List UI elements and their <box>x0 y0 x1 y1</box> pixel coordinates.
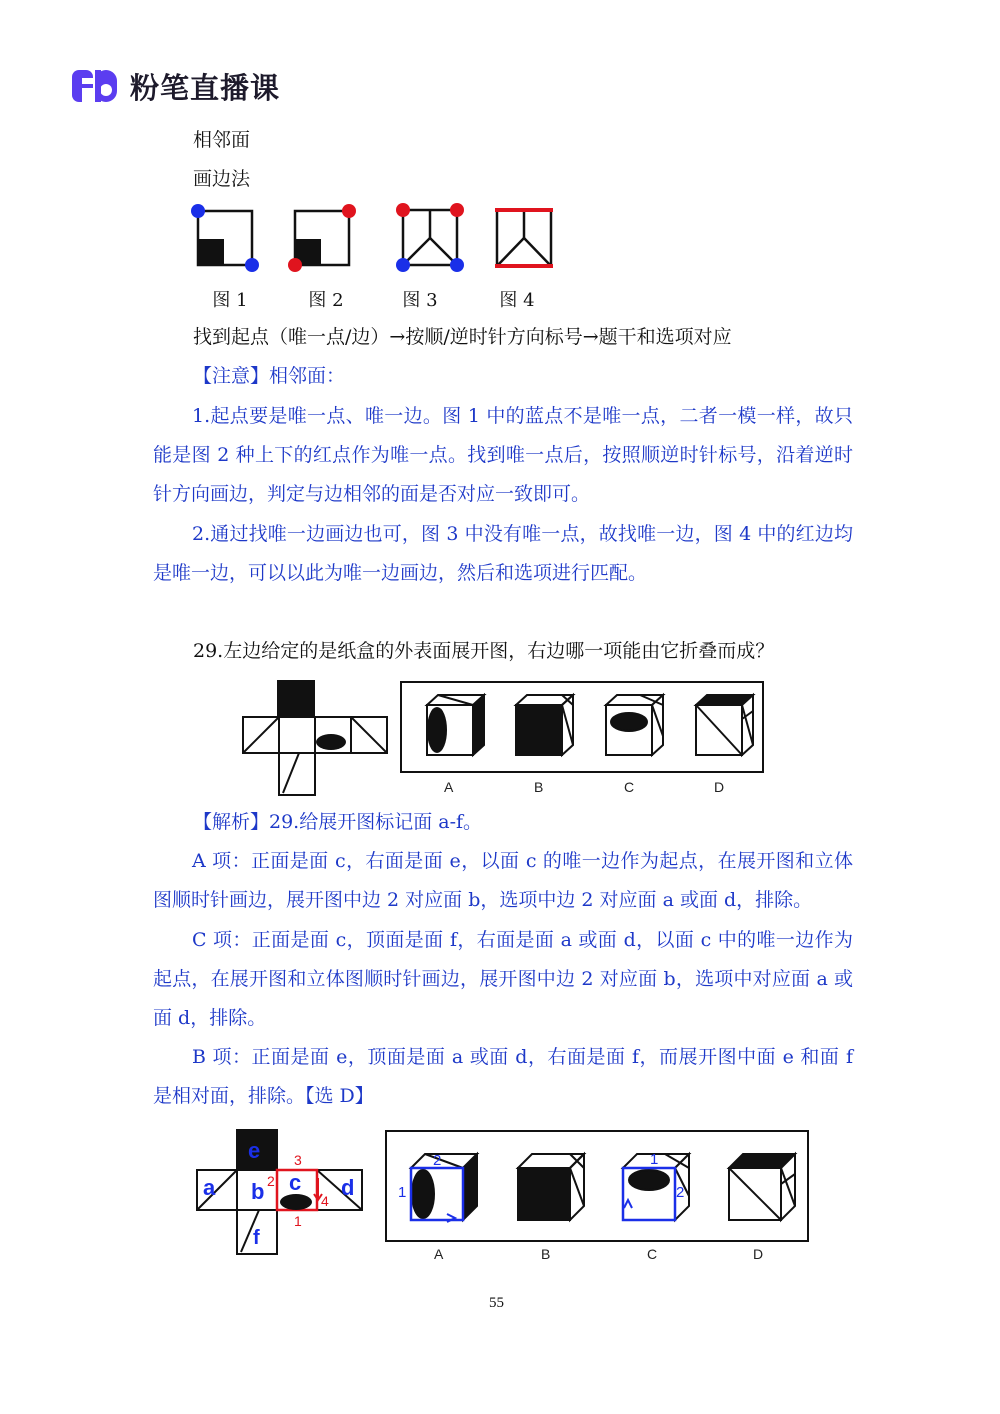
answer-option-b-label: B <box>541 1246 551 1262</box>
question-options-figure <box>400 681 765 801</box>
edge-number-2: 2 <box>267 1173 275 1189</box>
question-net-figure <box>242 680 388 796</box>
net-label-a: a <box>203 1175 216 1200</box>
answer-options-figure <box>385 1130 810 1265</box>
option-d-cube <box>696 695 753 755</box>
analysis-c-item: C 项：正面是面 c，顶面是面 f，右面是面 a 或面 d，以面 c 中的唯一边作为起点，在展开图和立体图顺时针画边，展开图中边 2 对应面 b，选项中对应面 a 或面 d，排除。 <box>153 929 853 1029</box>
figure-1-label: 图 1 <box>212 290 248 311</box>
answer-a-edge-1: 1 <box>398 1184 407 1201</box>
note-paragraph-2: 2.通过找唯一边画边也可，图 3 中没有唯一点，故找唯一边，图 4 中的红边均是唯一边，可以以此为唯一边画边，然后和选项进行匹配。 <box>153 523 853 584</box>
edge-method-figures <box>185 198 565 280</box>
figure-1 <box>191 204 259 272</box>
analysis-head: 【解析】29.给展开图标记面 a-f。 <box>193 811 483 833</box>
answer-c-edge-2: 2 <box>676 1184 685 1201</box>
red-dot-icon <box>396 203 410 217</box>
answer-option-c-label: C <box>647 1246 658 1262</box>
method-steps: 找到起点（唯一点/边）→按顺/逆时针方向标号→题干和选项对应 <box>193 326 732 348</box>
net-label-d: d <box>341 1175 355 1200</box>
page-number: 55 <box>489 1295 504 1311</box>
option-b-label: B <box>534 779 544 795</box>
note-paragraph-1: 1.起点要是唯一点、唯一边。图 1 中的蓝点不是唯一点，二者一模一样，故只能是图 2 种上下的红点作为唯一点。找到唯一点后，按照顺逆时针标号，沿着逆时针方向画边，判定与边相邻的面是否对应一致即可。 <box>153 405 853 505</box>
answer-option-d-cube <box>729 1154 795 1220</box>
option-c-label: C <box>624 779 635 795</box>
edge-number-1: 1 <box>294 1213 302 1229</box>
answer-option-a-cube <box>411 1154 477 1220</box>
section-title-edge-method: 画边法 <box>193 168 251 190</box>
figure-3 <box>396 203 464 272</box>
option-c-cube <box>606 695 663 755</box>
note-title: 【注意】相邻面： <box>193 365 346 387</box>
analysis-a-item: A 项：正面是面 c，右面是面 e，以面 c 的唯一边作为起点，在展开图和立体图顺时针画边，展开图中边 2 对应面 b，选项中边 2 对应面 a 或面 d，排除。 <box>153 850 853 911</box>
answer-a-edge-2: 2 <box>433 1152 442 1169</box>
figure-3-label: 图 3 <box>402 290 438 311</box>
red-dot-icon <box>450 203 464 217</box>
figure-2-label: 图 2 <box>308 290 344 311</box>
option-a-label: A <box>444 779 454 795</box>
fb-logo-icon <box>70 66 120 106</box>
edge-number-4: 4 <box>321 1193 329 1209</box>
net-label-f: f <box>253 1227 260 1249</box>
logo-text: 粉笔直播课 <box>130 70 281 105</box>
blue-dot-icon <box>396 258 410 272</box>
option-b-cube <box>516 695 573 755</box>
answer-c-edge-1: 1 <box>650 1151 659 1168</box>
blue-dot-icon <box>450 258 464 272</box>
section-title-adjacent-faces: 相邻面 <box>193 129 251 151</box>
edge-number-3: 3 <box>294 1152 302 1168</box>
answer-option-b-cube <box>518 1154 584 1220</box>
option-d-label: D <box>714 779 725 795</box>
net-label-b: b <box>251 1179 265 1204</box>
figure-4 <box>495 210 553 266</box>
blue-dot-icon <box>245 258 259 272</box>
analysis-b-item: B 项：正面是面 e，顶面是面 a 或面 d，右面是面 f，而展开图中面 e 和面 f 是相对面，排除。【选 D】 <box>153 1046 853 1107</box>
figure-4-label: 图 4 <box>499 290 535 311</box>
answer-option-d-label: D <box>753 1246 764 1262</box>
red-dot-icon <box>288 258 302 272</box>
blue-dot-icon <box>191 204 205 218</box>
question-text: 29.左边给定的是纸盒的外表面展开图，右边哪一项能由它折叠而成？ <box>193 640 775 662</box>
option-a-cube <box>427 695 484 755</box>
labeled-net-figure <box>195 1128 367 1258</box>
header-logo <box>70 64 310 108</box>
net-label-e: e <box>248 1138 261 1163</box>
net-label-c: c <box>289 1170 302 1195</box>
red-dot-icon <box>342 204 356 218</box>
answer-option-a-label: A <box>434 1246 444 1262</box>
figure-2 <box>288 204 356 272</box>
